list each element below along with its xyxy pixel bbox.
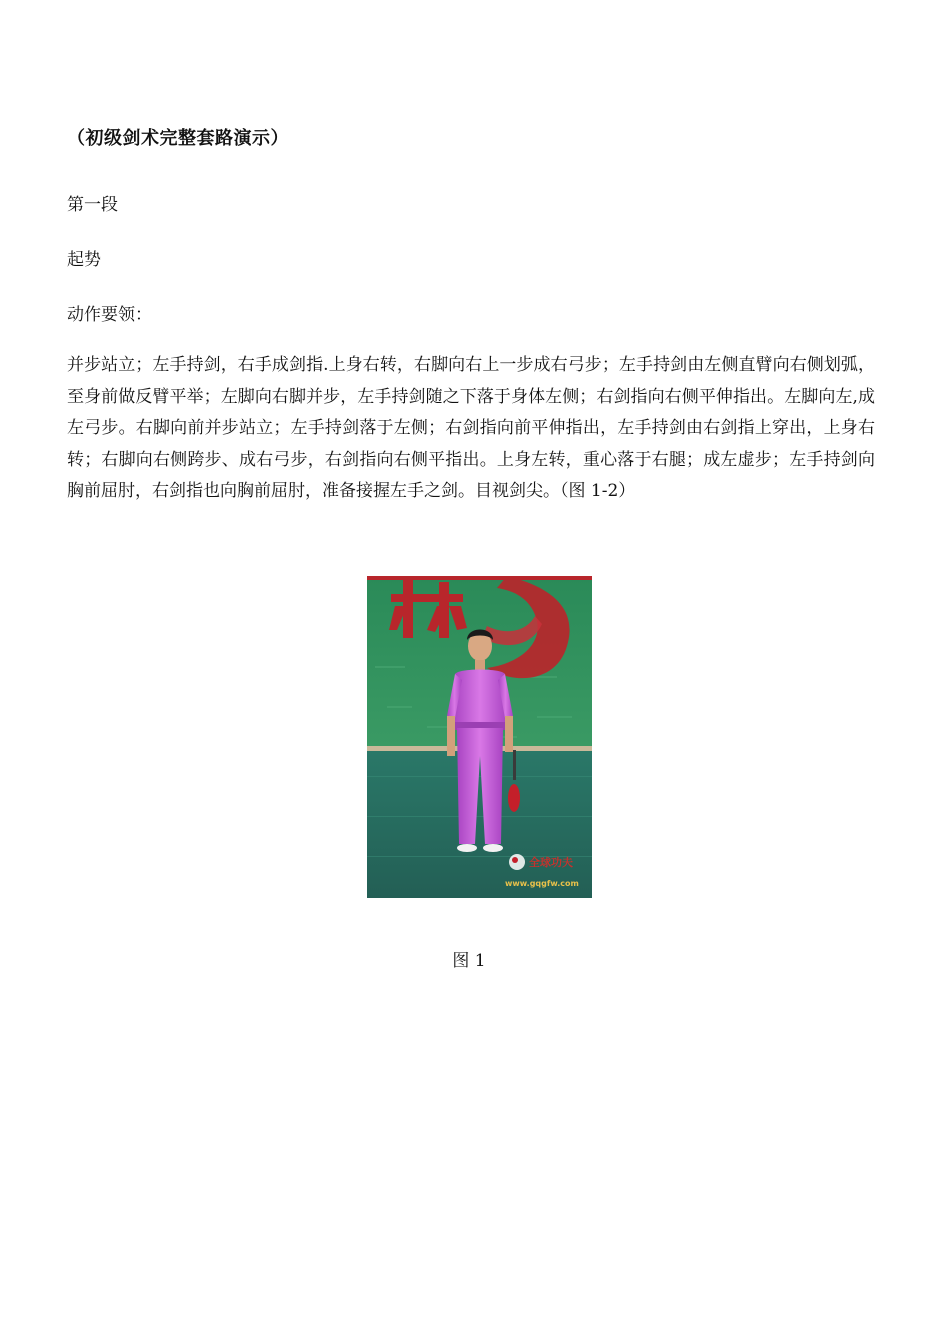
figure-caption: 图 1 — [452, 951, 486, 971]
watermark-site: www.gqgfw.com — [505, 879, 579, 888]
floor — [367, 751, 592, 898]
move-name: 起势 — [67, 250, 101, 270]
section-title: 第一段 — [67, 195, 118, 215]
figure-photo — [367, 576, 592, 898]
movement-description: 并步站立；左手持剑，右手成剑指.上身右转，右脚向右上一步成右弓步；左手持剑由左侧直臂向右侧划弧，至身前做反臂平举；左脚向右脚并步，左手持剑随之下落于身体左侧；右剑指向右侧平伸指出。左脚向左,成左弓步。右脚向前并步站立；左手持剑落于左侧；右剑指向前平伸指出，左手持剑由右剑指上穿出，上身右转；右脚向右侧跨步、成右弓步，右剑指向右侧平指出。上身左转，重心落于右腿；成左虚步；左手持剑向胸前屈肘，右剑指也向胸前屈肘，准备接握左手之剑。目视剑尖。（图 1-2） — [67, 355, 875, 501]
tassel — [508, 784, 520, 812]
essentials-label: 动作要领： — [67, 305, 152, 325]
martial-artist-photo — [367, 576, 592, 898]
watermark-logo-text: 全球功夫 — [529, 856, 573, 869]
page-title: （初级剑术完整套路演示） — [67, 128, 289, 149]
